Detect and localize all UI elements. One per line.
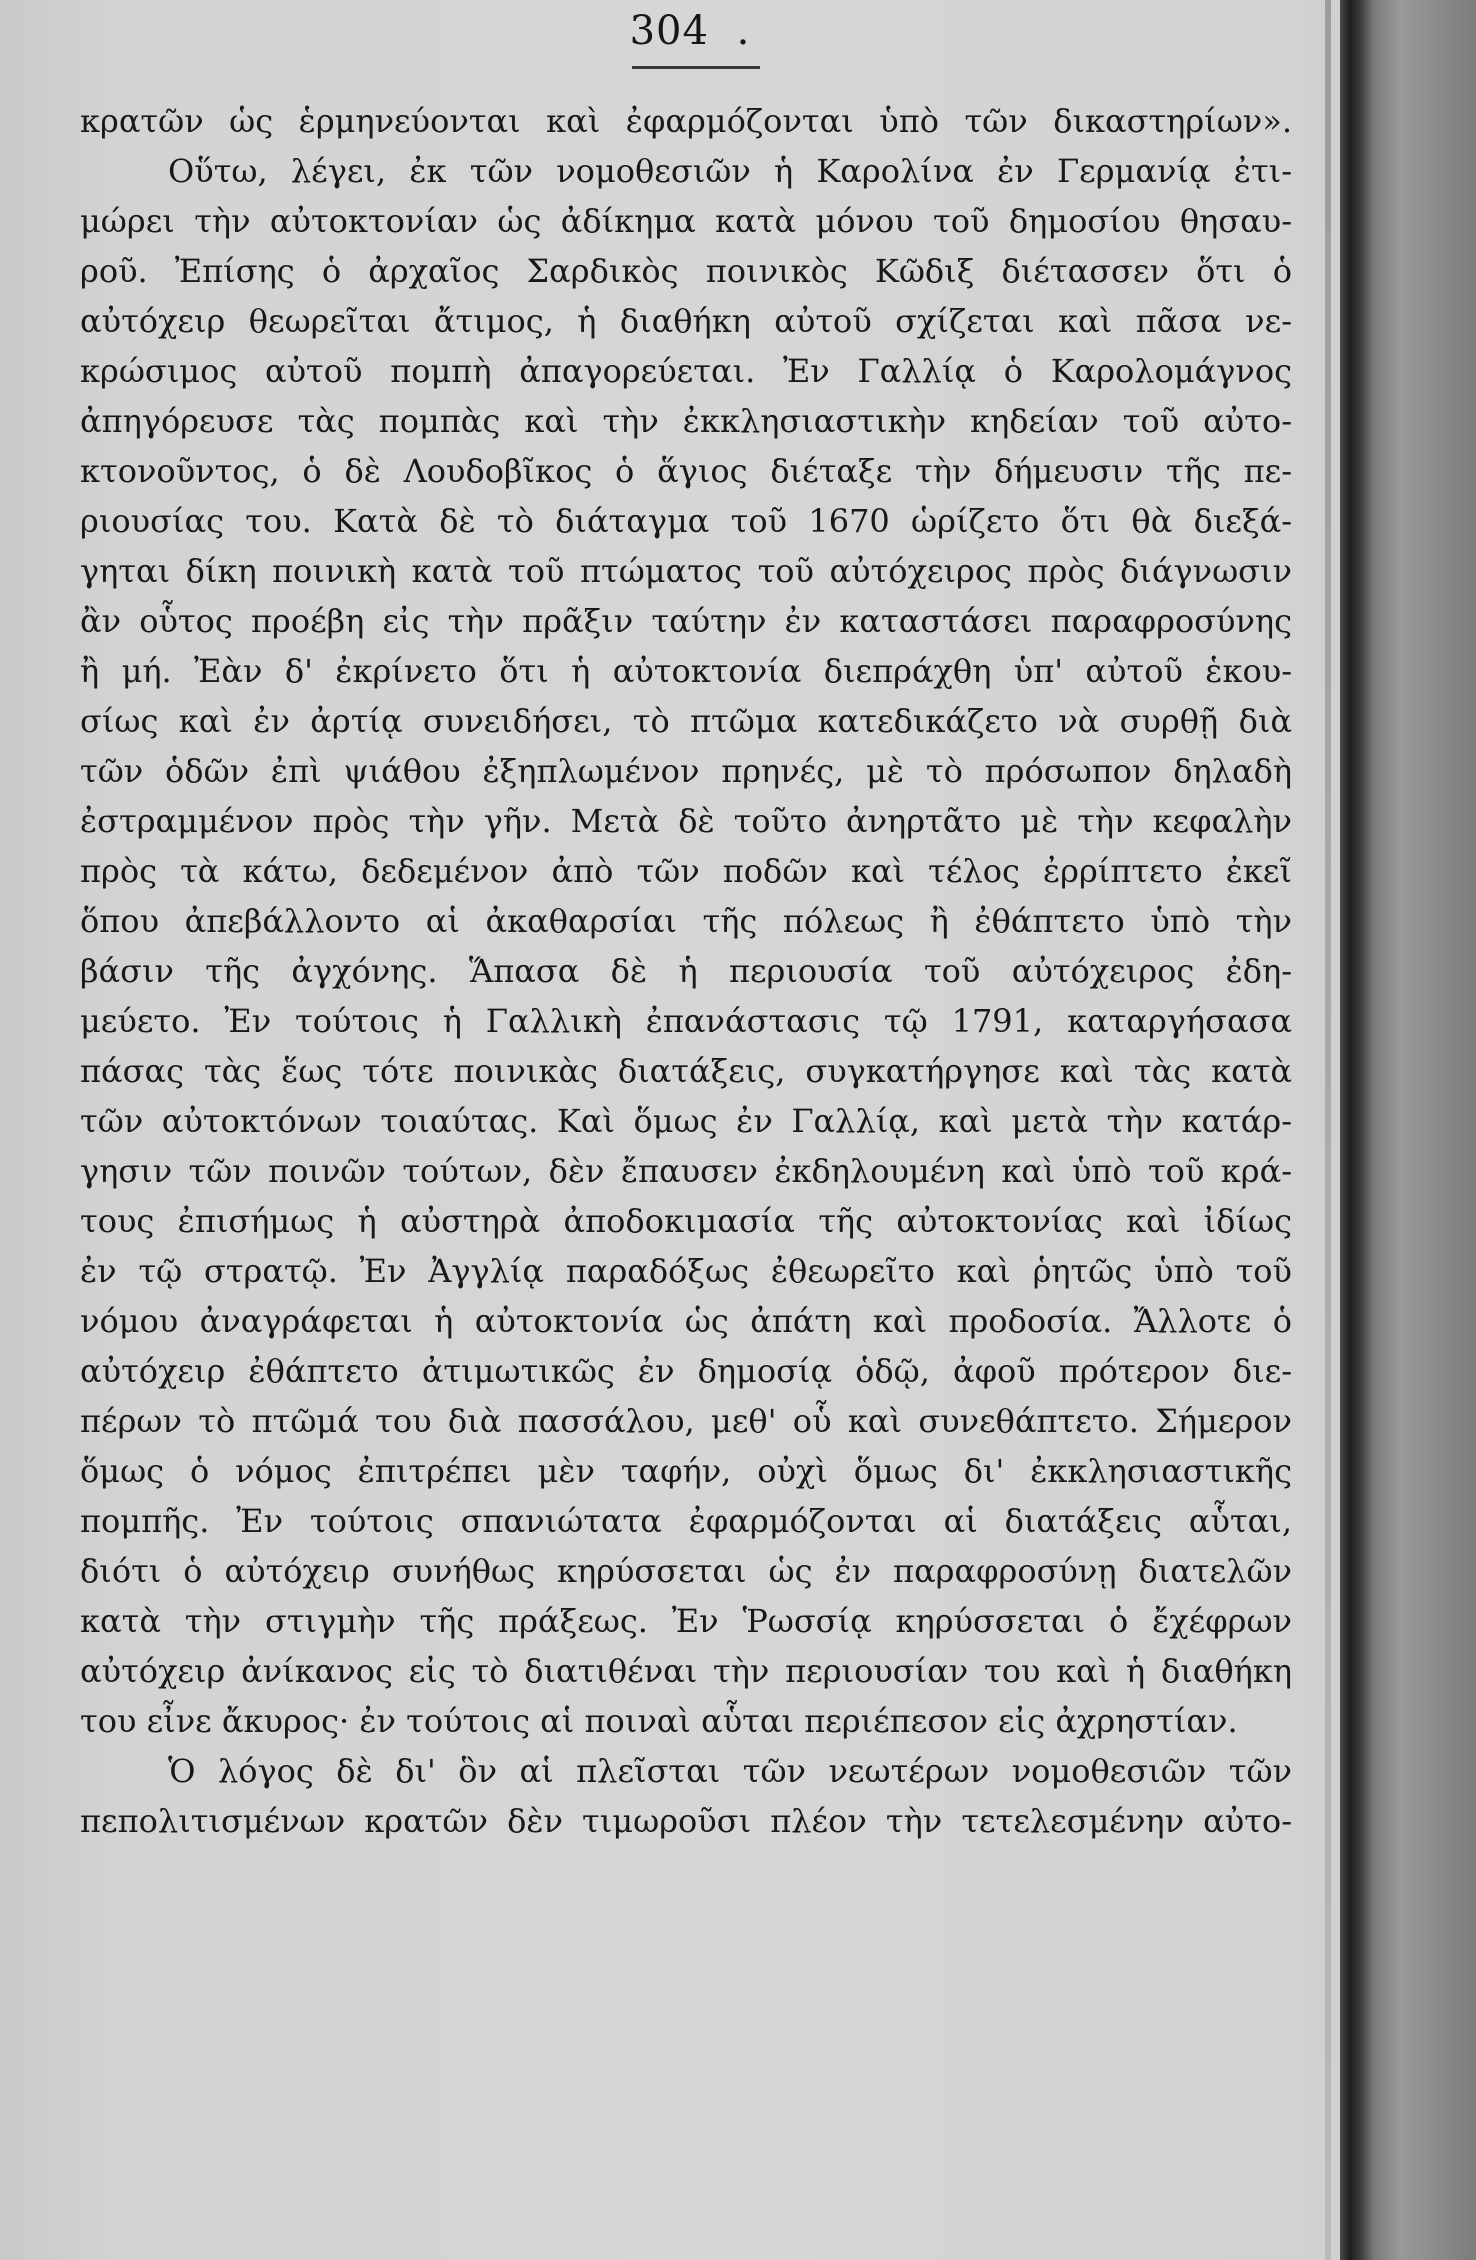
header-rule — [632, 66, 760, 69]
page-number-mark: . — [736, 8, 751, 54]
page-gutter-shadow — [1325, 0, 1331, 2260]
text-line: ὅμως ὁ νόμος ἐπιτρέπει μὲν ταφήν, οὐχὶ ὅμως δι' ἐκκλησιαστικῆς — [80, 1452, 1292, 1490]
text-line: κρατῶν ὡς ἑρμηνεύονται καὶ ἐφαρμόζονται ὑπὸ τῶν δικαστηρίων». — [80, 102, 1292, 140]
text-line: ροῦ. Ἐπίσης ὁ ἀρχαῖος Σαρδικὸς ποινικὸς Κῶδιξ διέτασσεν ὅτι ὁ — [80, 252, 1292, 290]
text-line: μώρει τὴν αὐτοκτονίαν ὡς ἀδίκημα κατὰ μόνου τοῦ δημοσίου θησαυ- — [80, 202, 1292, 240]
text-line: ἂν οὗτος προέβη εἰς τὴν πρᾶξιν ταύτην ἐν καταστάσει παραφροσύνης — [80, 602, 1292, 640]
text-line: πέρων τὸ πτῶμά του διὰ πασσάλου, μεθ' οὗ καὶ συνεθάπτετο. Σήμερον — [80, 1402, 1292, 1440]
text-line: πάσας τὰς ἕως τότε ποινικὰς διατάξεις, συγκατήργησε καὶ τὰς κατὰ — [80, 1052, 1292, 1090]
text-line: τῶν ὁδῶν ἐπὶ ψιάθου ἐξηπλωμένον πρηνές, μὲ τὸ πρόσωπον δηλαδὴ — [80, 752, 1292, 790]
text-line: Οὕτω, λέγει, ἐκ τῶν νομοθεσιῶν ἡ Καρολίνα ἐν Γερμανίᾳ ἐτι- — [168, 152, 1292, 190]
text-line: ἐστραμμένον πρὸς τὴν γῆν. Μετὰ δὲ τοῦτο ἀνηρτᾶτο μὲ τὴν κεφαλὴν — [80, 802, 1292, 840]
text-line: μεύετο. Ἐν τούτοις ἡ Γαλλικὴ ἐπανάστασις τῷ 1791, καταργήσασα — [80, 1002, 1292, 1040]
page-number — [600, 8, 780, 54]
text-line: ὅπου ἀπεβάλλοντο αἱ ἀκαθαρσίαι τῆς πόλεως ἢ ἐθάπτετο ὑπὸ τὴν — [80, 902, 1292, 940]
text-line: διότι ὁ αὐτόχειρ συνήθως κηρύσσεται ὡς ἐν παραφροσύνῃ διατελῶν — [80, 1552, 1292, 1590]
text-body — [80, 96, 1292, 1846]
text-line: κρώσιμος αὐτοῦ πομπὴ ἀπαγορεύεται. Ἐν Γαλλίᾳ ὁ Καρολομάγνος — [80, 352, 1292, 390]
text-line: ἐν τῷ στρατῷ. Ἐν Ἀγγλίᾳ παραδόξως ἐθεωρεῖτο καὶ ῥητῶς ὑπὸ τοῦ — [80, 1252, 1292, 1290]
text-line: γησιν τῶν ποινῶν τούτων, δὲν ἔπαυσεν ἐκδηλουμένη καὶ ὑπὸ τοῦ κρά- — [80, 1152, 1292, 1190]
text-line: Ὁ λόγος δὲ δι' ὃν αἱ πλεῖσται τῶν νεωτέρων νομοθεσιῶν τῶν — [168, 1752, 1292, 1790]
text-line: κτονοῦντος, ὁ δὲ Λουδοβῖκος ὁ ἅγιος διέταξε τὴν δήμευσιν τῆς πε- — [80, 452, 1292, 490]
text-line: γηται δίκη ποινικὴ κατὰ τοῦ πτώματος τοῦ αὐτόχειρος πρὸς διάγνωσιν — [80, 552, 1292, 590]
text-line: πρὸς τὰ κάτω, δεδεμένον ἀπὸ τῶν ποδῶν καὶ τέλος ἐρρίπτετο ἐκεῖ — [80, 852, 1292, 890]
binding-edge — [1340, 0, 1476, 2260]
text-line: τους ἐπισήμως ἡ αὐστηρὰ ἀποδοκιμασία τῆς αὐτοκτονίας καὶ ἰδίως — [80, 1202, 1292, 1240]
text-line: αὐτόχειρ ἐθάπτετο ἀτιμωτικῶς ἐν δημοσίᾳ ὁδῷ, ἀφοῦ πρότερον διε- — [80, 1352, 1292, 1390]
text-line: αὐτόχειρ ἀνίκανος εἰς τὸ διατιθέναι τὴν περιουσίαν του καὶ ἡ διαθήκη — [80, 1652, 1292, 1690]
text-line: τῶν αὐτοκτόνων τοιαύτας. Καὶ ὅμως ἐν Γαλλίᾳ, καὶ μετὰ τὴν κατάρ- — [80, 1102, 1292, 1140]
text-line: πομπῆς. Ἐν τούτοις σπανιώτατα ἐφαρμόζονται αἱ διατάξεις αὗται, — [80, 1502, 1292, 1540]
text-line: βάσιν τῆς ἀγχόνης. Ἅπασα δὲ ἡ περιουσία τοῦ αὐτόχειρος ἐδη- — [80, 952, 1292, 990]
text-line: νόμου ἀναγράφεται ἡ αὐτοκτονία ὡς ἀπάτη καὶ προδοσία. Ἄλλοτε ὁ — [80, 1302, 1292, 1340]
page-number-value: 304 — [629, 8, 709, 54]
text-line: κατὰ τὴν στιγμὴν τῆς πράξεως. Ἐν Ῥωσσίᾳ κηρύσσεται ὁ ἔχέφρων — [80, 1602, 1292, 1640]
text-line: του εἶνε ἄκυρος· ἐν τούτοις αἱ ποιναὶ αὗται περιέπεσον εἰς ἀχρηστίαν. — [80, 1702, 1238, 1740]
text-line: αὐτόχειρ θεωρεῖται ἄτιμος, ἡ διαθήκη αὐτοῦ σχίζεται καὶ πᾶσα νε- — [80, 302, 1292, 340]
text-line: ἀπηγόρευσε τὰς πομπὰς καὶ τὴν ἐκκλησιαστικὴν κηδείαν τοῦ αὐτο- — [80, 402, 1292, 440]
text-line: σίως καὶ ἐν ἀρτίᾳ συνειδήσει, τὸ πτῶμα κατεδικάζετο νὰ συρθῇ διὰ — [80, 702, 1292, 740]
text-line: ἢ μή. Ἐὰν δ' ἐκρίνετο ὅτι ἡ αὐτοκτονία διεπράχθη ὑπ' αὐτοῦ ἑκου- — [80, 652, 1292, 690]
text-line: ριουσίας του. Κατὰ δὲ τὸ διάταγμα τοῦ 1670 ὡρίζετο ὅτι θὰ διεξά- — [80, 502, 1292, 540]
text-line: πεπολιτισμένων κρατῶν δὲν τιμωροῦσι πλέον τὴν τετελεσμένην αὐτο- — [80, 1802, 1292, 1840]
